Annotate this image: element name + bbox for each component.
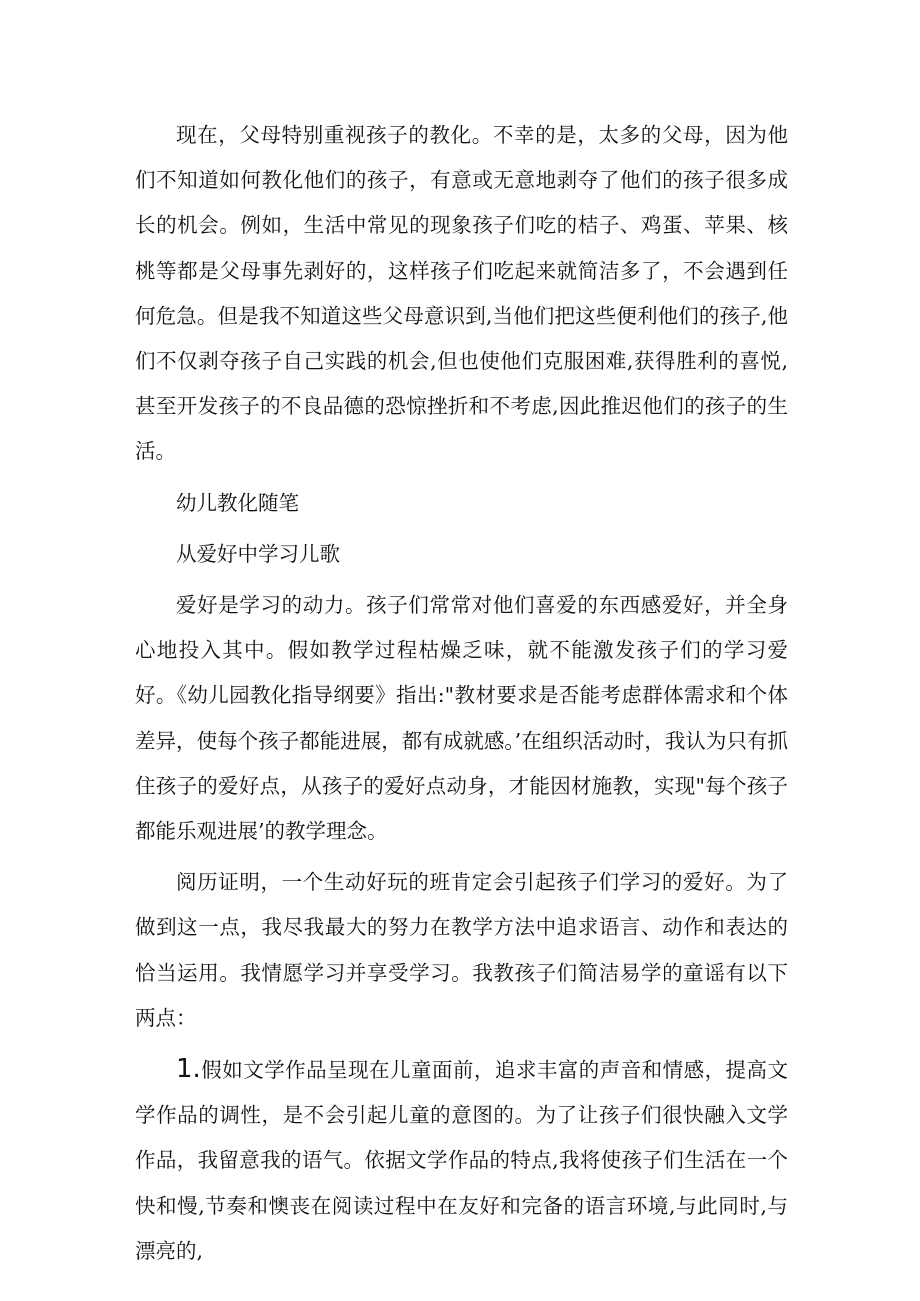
section-subtitle: 从爱好中学习儿歌	[176, 541, 340, 566]
paragraph-parenting: 现在，父母特别重视孩子的教化。不幸的是，太多的父母，因为他们不知道如何教化他们的孩子，有意或无意地剥夺了他们的孩子很多成长的机会。例如，生活中常见的现象孩子们吃的桔子、鸡蛋、苹果、核桃等都是父母事先剥好的，这样孩子们吃起来就简洁多了，不会遇到任何危急。但是我不知道这些父母意识到,当他们把这些便利他们的孩子,他们不仅剥夺孩子自己实践的机会,但也使他们克服困难,获得胜利的喜悦,甚至开发孩子的不良品德的恐惊挫折和不考虑,因此推迟他们的孩子的生活。	[135, 123, 788, 464]
paragraph-item-1	[135, 1047, 788, 1274]
paragraph-interest: 爱好是学习的动力。孩子们常常对他们喜爱的东西感爱好，并全身心地投入其中。假如教学过程枯燥乏味，就不能激发孩子们的学习爱好。《幼儿园教化指导纲要》指出:"教材要求是否能考虑群体需求和个体差异，使每个孩子都能进展，都有成就感。’在组织活动时，我认为只有抓住孩子的爱好点，从孩子的爱好点动身，才能因材施教，实现"每个孩子都能乐观进展’的教学理念。	[135, 593, 788, 844]
paragraph-item-1-text: 假如文学作品呈现在儿童面前，追求丰富的声音和情感，提高文学作品的调性，是不会引起儿童的意图的。为了让孩子们很快融入文学作品，我留意我的语气。依据文学作品的特点,我将使孩子们生活在一个快和慢,节奏和懊丧在阅读过程中在友好和完备的语言环境,与此同时,与漂亮的,	[135, 1058, 788, 1263]
document-body	[135, 113, 788, 1274]
paragraph-experience: 阅历证明，一个生动好玩的班肯定会引起孩子们学习的爱好。为了做到这一点，我尽我最大的努力在教学方法中追求语言、动作和表达的恰当运用。我情愿学习并享受学习。我教孩子们简洁易学的童谣有以下两点：	[135, 870, 788, 1030]
section-title: 幼儿教化随笔	[176, 490, 299, 515]
list-number: 1.	[176, 1054, 201, 1085]
